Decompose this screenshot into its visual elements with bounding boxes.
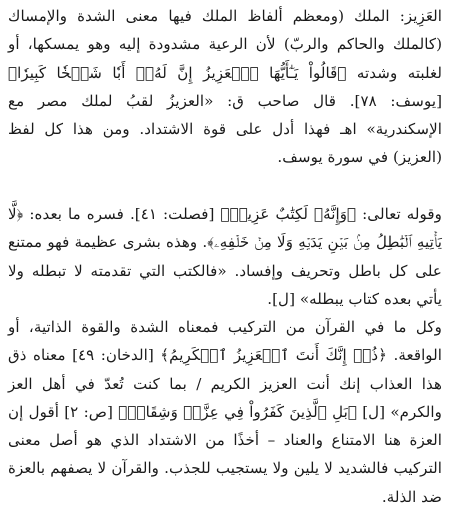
- paragraph-1: العَزِيز: الملك (ومعظم ألفاظ الملك فيها معنى الشدة والإمساك (كالملك والحاكم والربّ) لأن الرعية مشدودة إليه وهو يمسكها، أو لغلبته وشدته ﴿قَالُواْ يَـٰٓأَيُّهَا ٱلۡعَزِيزُ إِنَّ لَهُۥٓ أَبٗا شَيۡخٗا كَبِيرٗا﴾ [يوسف: ٧٨]. قال صاحب ق: «العزيزُ لقبُ لملك مصر مع الإسكندرية» اهـ فهذا أدل على قوة الاشتداد. ومن هذا كل لفظ (العزيز) في سورة يوسف.: [8, 7, 442, 167]
- paragraph-3: وكل ما في القرآن من التركيب فمعناه الشدة والقوة الذاتية، أو الواقعة. ﴿ذُقۡ إِنَّكَ أَنتَ ٱلۡعَزِيزُ ٱلۡكَرِيمُ﴾ [الدخان: ٤٩] معناه ذق هذا العذاب إنك أنت العزيز الكريم / بما كنت تُعدّ في أهل العز والكرم» [ل] ﴿بَلِ ٱلَّذِينَ كَفَرُواْ فِي عِزَّةٖ وَشِقَاقٖ﴾ [ص: ٢] أقول إن العزة هنا الامتناع والعناد – أخذًا من الاشتداد الذي هو أصل معنى التركيب فالشديد لا يلين ولا يستجيب للجذب. والقرآن لا يصفهم بالعزة ضد الذلة.: [8, 318, 442, 506]
- paragraph-2: وقوله تعالى: ﴿وَإِنَّهُۥ لَكِتَٰبٌ عَزِيزٞ﴾ [فصلت: ٤١]. فسره ما بعده: ﴿لَّا يَأۡتِيهِ ٱلۡبَٰطِلُ مِنۢ بَيۡنِ يَدَيۡهِ وَلَا مِنۡ خَلۡفِهِۦ﴾. وهذه بشرى عظيمة فهو ممتنع على كل باطل وتحريف وإفساد. «فالكتب التي تقدمته لا تبطله ولا يأتي بعده كتاب يبطله» [ل].: [8, 205, 442, 308]
